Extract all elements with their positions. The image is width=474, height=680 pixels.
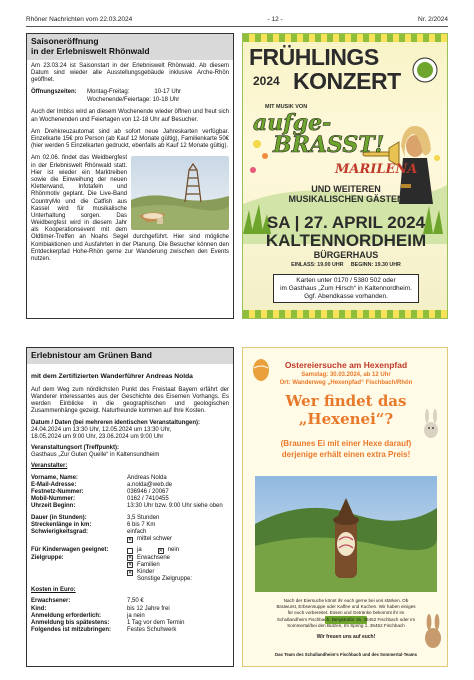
article-subtitle: mit dem Zertifizierten Wanderführer Andreas Nolda [31, 372, 193, 380]
cost-details [31, 598, 229, 634]
poster-title-1: FRÜHLINGS [249, 44, 379, 70]
target-group-row [31, 555, 229, 577]
detail-label: Festnetz-Nummer: [31, 489, 84, 496]
poster-ostereiersuche [242, 347, 448, 667]
detail-value: 6 bis 7 Km [127, 521, 156, 528]
organizer-details [31, 475, 229, 511]
checkbox-checked-icon: ✕ [128, 555, 133, 562]
easter-text-line: für euch vorbereitet. Essen und Getränke bekommt ihr im [287, 610, 405, 616]
dates-line-1: 24.04.2024 um 13:30 Uhr, 12.05.2024 um 13:30 Uhr, [31, 426, 172, 433]
detail-label: Vorname, Name: [31, 474, 78, 481]
costs-heading: Kosten in Euro: [31, 587, 76, 594]
page-header [26, 16, 448, 25]
detail-value: 0162 / 7410455 [127, 496, 169, 503]
checkbox-checked-icon: ✕ [128, 562, 133, 569]
target-group-option [127, 562, 229, 569]
tour-details [31, 515, 229, 537]
target-group-value: Erwachsene [137, 554, 171, 561]
title-line-1: Saisoneröffnung [31, 36, 99, 46]
header-rule [26, 26, 448, 27]
checkbox-checked-icon: ✕ [128, 569, 133, 576]
dates-heading: Datum / Daten (bei mehreren identischen Veranstaltungen): [31, 419, 201, 426]
option-ja: ja [137, 547, 142, 554]
poster-venue: BÜRGERHAUS [313, 250, 379, 260]
detail-value: 3,5 Stunden [127, 514, 160, 521]
detail-label: Anmeldung erforderlich: [31, 612, 102, 619]
other-target-group [31, 576, 229, 583]
easter-title: Ostereiersuche am Hexenpfad [284, 360, 408, 370]
easter-signature: Das Team des Schullandheim's Fischbach und des Sommertal-Teams [275, 652, 417, 657]
hours-weekday: Montag-Freitag: 10-17 Uhr [87, 89, 182, 96]
easter-text [243, 598, 448, 629]
detail-label: Streckenlänge in km: [31, 521, 92, 528]
detail-label: Mobil-Nummer: [31, 496, 75, 503]
paragraph: Auf dem Weg zum nördlichsten Punkt des Freistaat Bayern erfährt der Wanderer interessantes aus der Geschichte des Eisernen Vorhangs. Es werden Einblicke in die geographischen und geologischen Zusammenhänge gezeigt. Naturfreunde kommen auf Ihre Kosten. [31, 386, 229, 415]
paragraph: Am 02.06. findet das Weidbergfest in der Erlebniswelt Rhönwald statt. Hier ist wieder ein Marktreiben sowie die Einweihung der neuen Kletterwand, Infotafeln und Rhönmotiv geplant. Die Live-Band CountryMo und die Catfish aus Kassel wird für musikalische Unterhaltung sorgen. Das Weidbergfest wird in diesem Jahr als Kooperationsevent mit dem Oldtimer-Treffen an Noahs Segel durchgeführt. Hier sind mögliche Kombiaktionen und Ausfahrten in der Planung. Die Besucher können den Entdeckerpfad Hohe-Rhön gerne zur Wanderung zwischen den Events nutzen. [31, 155, 229, 263]
target-group-value: Kinder [137, 568, 155, 575]
poster-title-2: KONZERT [293, 68, 401, 94]
tickets-line-3: Ggf. Abendkasse vorhanden. [304, 292, 388, 300]
detail-label: Uhrzeit Beginn: [31, 503, 76, 510]
tickets-line-2: im Gasthaus „Zum Hirsch“ in Kaltennordheim. [280, 284, 412, 292]
detail-label: Anmeldung bis spätestens: [31, 620, 110, 627]
easter-date: Samstag: 30.03.2024, ab 12 Uhr [301, 372, 391, 378]
detail-label: Kind: [31, 605, 47, 612]
detail-label: Schwierigkeitsgrad: [31, 528, 89, 535]
detail-label: Erwachsener: [31, 598, 71, 605]
target-group-option [127, 569, 229, 576]
tickets-line-1: Karten unter 0170 / 5380 502 oder [296, 277, 396, 284]
easter-sub-line-2: derjenige erhält einen extra Preis! [281, 450, 411, 460]
poster-band-1: aufge- [253, 110, 332, 136]
detail-value: Andreas Nolda [127, 474, 167, 481]
header-issue: Nr. 2/2024 [418, 16, 448, 23]
paragraph: Auch der Imbiss wird an diesem Wochenende wieder öffnen und freut sich an Wochenenden und Feiertagen von 12-18 Uhr auf Besucher. [31, 109, 229, 123]
easter-text-line: Bratwurst, Erbsensuppe oder Kaffee und Kuchen. Wir haben einiges [276, 604, 416, 610]
poster-date: SA | 27. APRIL 2024 [266, 213, 426, 232]
easter-sub-line-1: (Braunes Ei mit einer Hexe darauf) [280, 439, 412, 448]
easter-headline: Wer findet das „Hexenei“? [285, 392, 407, 428]
stroller-label: Für Kinderwagen geeignet: [31, 547, 109, 554]
easter-closing: Wir freuen uns auf euch! [316, 634, 376, 640]
detail-value: a.nolda@web.de [127, 481, 173, 488]
poster-guest: MARILENA [335, 162, 418, 177]
article-gruenes-band [26, 347, 234, 667]
easter-text-line: Schullandheim Fischbach, Bergstraße 15, 36452 Fischbach oder im [276, 616, 416, 622]
header-page-number: - 12 - [267, 16, 283, 23]
easter-text-line: Nach der Eiersuche könnt ihr euch gerne bei uns stärken. Ob [283, 598, 409, 603]
difficulty-value: mittel schwer [137, 536, 173, 543]
checkbox-icon [127, 548, 133, 554]
detail-label: Dauer (in Stunden): [31, 514, 87, 521]
stroller-row [31, 547, 229, 554]
meeting-point: Gasthaus „Zur Guten Quelle“ in Kaltensundheim [31, 452, 160, 459]
option-nein: nein [167, 547, 180, 554]
detail-value: 13:30 Uhr bzw. 9:00 Uhr siehe oben [127, 503, 223, 510]
more-guests-line-1: UND WEITEREN [311, 184, 381, 194]
poster-band-2: BRASST! [273, 132, 385, 158]
meeting-heading: Veranstaltungsort (Treffpunkt): [31, 445, 120, 452]
opening-hours [31, 89, 229, 104]
poster-place: KALTENNORDHEIM [265, 231, 427, 250]
hours-weekend: Wochenende/Feiertage: 10-18 Uhr [87, 97, 180, 104]
checkbox-checked-icon: ✕ [128, 536, 133, 543]
detail-label: E-Mail-Adresse: [31, 481, 77, 488]
easter-place: Ort: Wanderweg „Hexenpfad“ Fischbach/Rhön [279, 380, 413, 386]
detail-value: Festes Schuhwerk [127, 627, 177, 634]
target-group-value: Familien [137, 561, 160, 568]
climbing-tower-photo [131, 156, 229, 230]
hours-label: Öffnungszeiten: [31, 89, 77, 96]
target-group-label: Zielgruppe: [31, 554, 64, 561]
poster-times: EINLASS: 19.00 UHR BEGINN: 19.30 UHR [291, 262, 401, 268]
target-group-options [127, 555, 229, 577]
other-target-group-label: Sonstige Zielgruppe: [137, 576, 193, 583]
dates-line-2: 18.05.2024 um 9:00 Uhr, 23.06.2024 um 9:00 Uhr [31, 433, 164, 440]
article-title [27, 34, 233, 60]
more-guests-line-2: MUSIKALISCHEN GÄSTEN [288, 194, 404, 205]
article-saisoneroeffnung [26, 33, 234, 319]
header-left: Rhöner Nachrichten vom 22.03.2024 [26, 16, 133, 23]
paragraph: Am 23.03.24 ist Saisonstart in der Erlebniswelt Rhönwald. Ab diesem Datum sind wieder alle Ausstellungsgebäude inklusive Arche-Rhön geöffnet. [31, 62, 229, 83]
article-title: Erlebnistour am Grünen Band [27, 348, 233, 364]
paragraph: Am Drehkreuzautomat sind ab sofort neue Jahreskarten verfügbar. Einzelkarte 15€ pro Person (ab Kauf 12 Monate gültig), Familienkarte 50€ (hier werden 5 Einzelkarten gedruckt, ebenfalls ab Kauf 12 Monate gültig). [31, 128, 229, 150]
poster-tickets-box [273, 274, 419, 303]
detail-label: Folgendes ist mitzubringen: [31, 627, 112, 634]
poster-with-music: MIT MUSIK VON [265, 104, 308, 110]
poster-fruehlingskonzert [242, 33, 448, 319]
poster-more-guests [243, 184, 448, 205]
detail-value: 7,50 € [127, 598, 144, 605]
difficulty-row [31, 536, 229, 543]
detail-value: ja nein [127, 612, 145, 619]
easter-text-line: Sommertal/bei den Butzen, Im Spring 1, 36452 Fischbach [287, 622, 405, 628]
title-line-2: in der Erlebniswelt Rhönwald [31, 45, 150, 56]
detail-value: einfach [127, 528, 147, 535]
poster-year: 2024 [253, 74, 280, 88]
organizer-heading: Veranstalter: [31, 463, 68, 470]
detail-value: 036946 / 20067 [127, 489, 169, 496]
checkbox-checked-icon: ✕ [158, 547, 163, 554]
detail-value: 1 Tag vor dem Termin [127, 620, 185, 627]
easter-sub [243, 438, 448, 460]
detail-value: bis 12 Jahre frei [127, 605, 170, 612]
target-group-option [127, 555, 229, 562]
